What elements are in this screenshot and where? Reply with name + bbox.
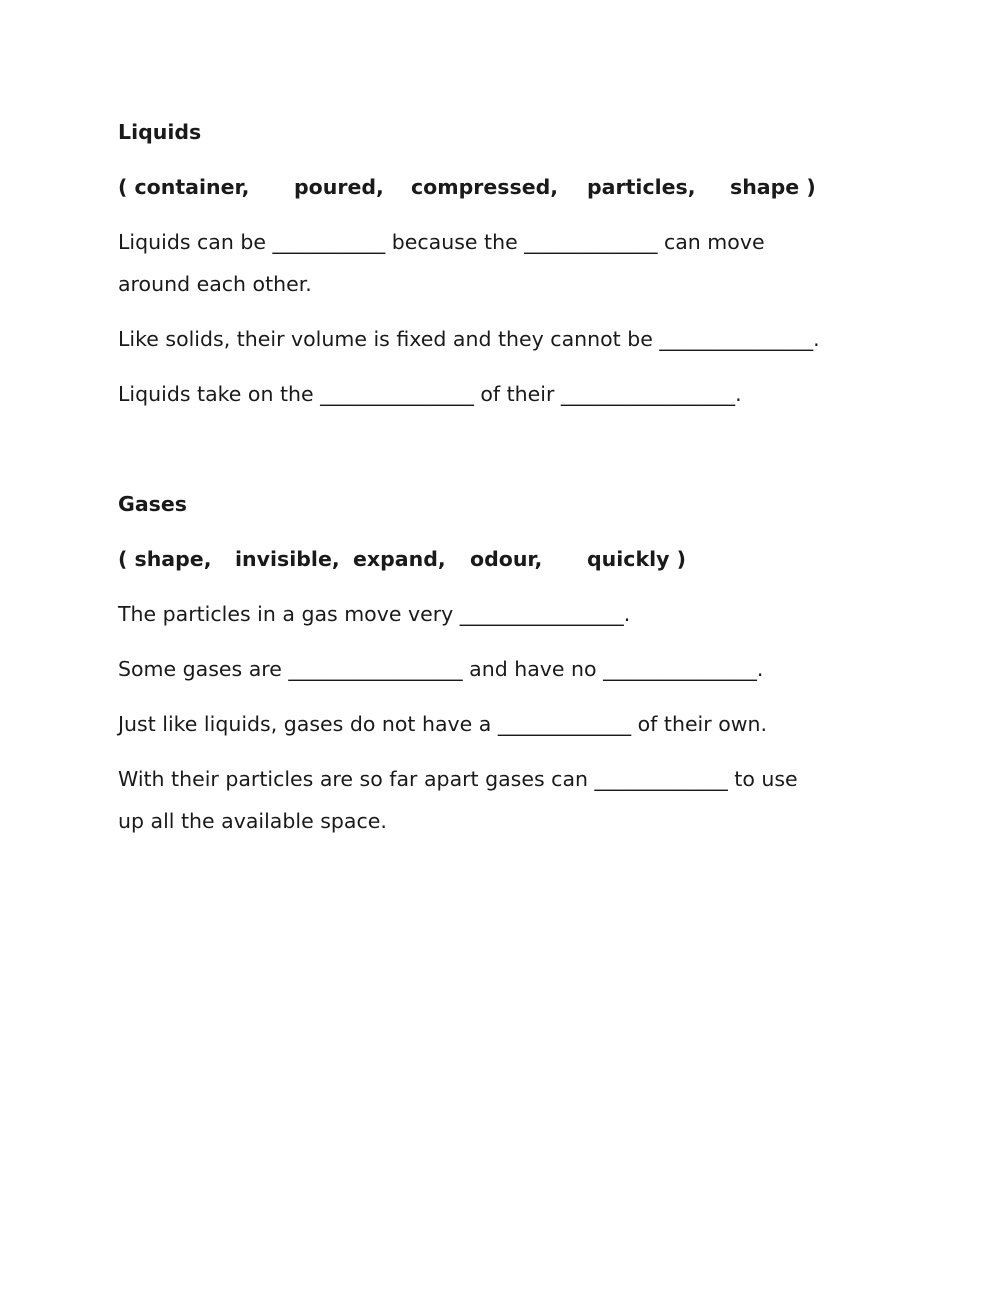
word-bank-item: ( shape, [118, 547, 212, 571]
gases-sentence: up all the available space. [118, 809, 387, 833]
word-bank-item: odour, [470, 547, 543, 571]
word-bank-item: invisible, [235, 547, 340, 571]
gases-sentence: The particles in a gas move very ________________. [118, 602, 631, 626]
word-bank-item: quickly ) [587, 547, 686, 571]
word-bank-item: poured, [294, 175, 384, 199]
liquids-sentence: Liquids take on the _______________ of their _________________. [118, 382, 742, 406]
liquids-sentence: Like solids, their volume is fixed and they cannot be _______________. [118, 327, 820, 351]
liquids-sentence: Liquids can be ___________ because the _____________ can move [118, 230, 765, 254]
gases-sentence: Some gases are _________________ and have no _______________. [118, 657, 764, 681]
word-bank-item: expand, [353, 547, 446, 571]
word-bank-item: ( container, [118, 175, 250, 199]
gases-heading: Gases [118, 492, 187, 516]
liquids-sentence: around each other. [118, 272, 312, 296]
word-bank-item: particles, [587, 175, 696, 199]
word-bank-item: compressed, [411, 175, 559, 199]
word-bank-item: shape ) [730, 175, 816, 199]
liquids-heading: Liquids [118, 120, 202, 144]
gases-sentence: With their particles are so far apart gases can _____________ to use [118, 767, 798, 791]
gases-sentence: Just like liquids, gases do not have a _____________ of their own. [118, 712, 768, 736]
